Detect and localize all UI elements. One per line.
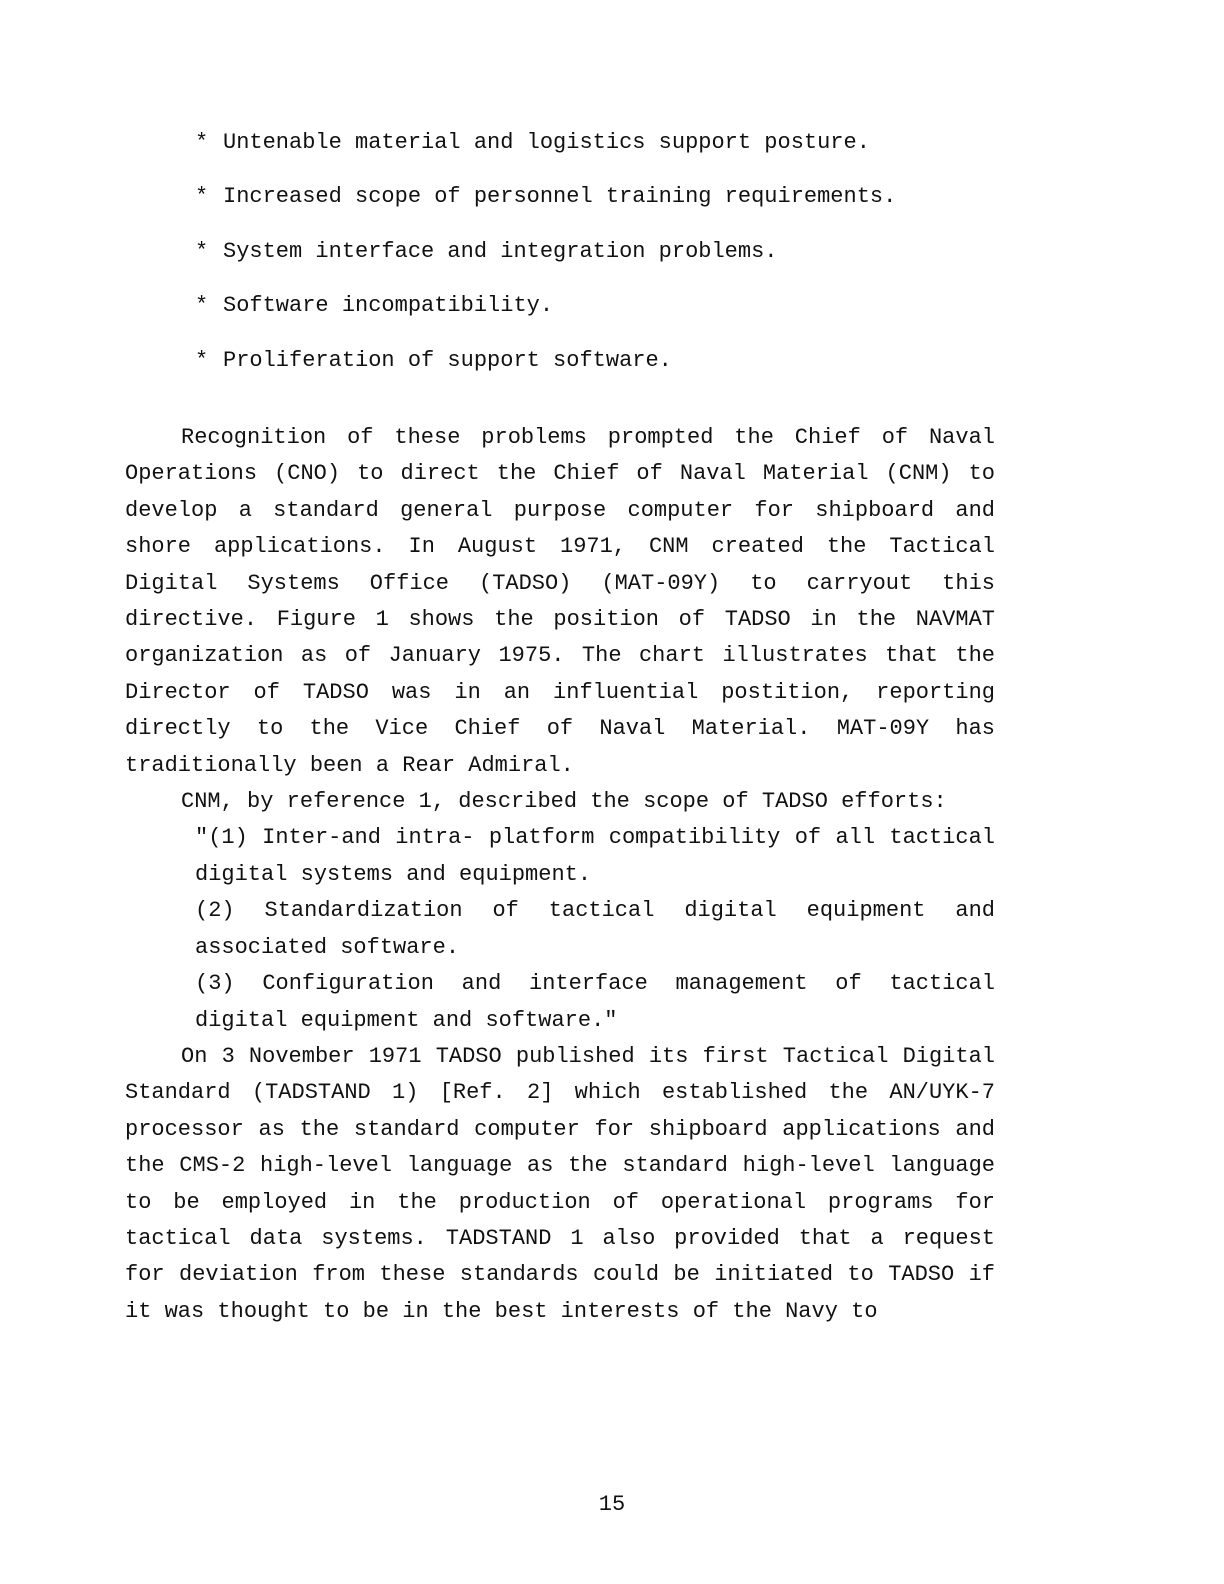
bullet-marker: * <box>195 130 209 155</box>
list-item <box>195 128 896 158</box>
bullet-marker: * <box>195 293 209 319</box>
list-item-text: Software incompatibility. <box>223 293 554 319</box>
bullet-marker: * <box>195 238 209 264</box>
list-item <box>195 346 896 376</box>
list-item-text: Proliferation of support software. <box>223 347 672 373</box>
page-number: 15 <box>598 1492 626 1517</box>
list-item <box>195 291 896 321</box>
list-item-text: Untenable material and logistics support posture. <box>223 130 870 155</box>
bullet-marker: * <box>195 184 209 210</box>
problem-list <box>195 128 896 400</box>
quote-item-3: (3) Configuration and interface management of tactical digital equipment and software." <box>195 971 995 1033</box>
bullet-marker: * <box>195 347 209 373</box>
list-item-text: System interface and integration problems. <box>223 238 778 264</box>
list-item-text: Increased scope of personnel training requirements. <box>223 184 897 210</box>
paragraph-scope: CNM, by reference 1, described the scope of TADSO efforts: <box>181 789 947 815</box>
body-text <box>125 420 995 1330</box>
paragraph-recognition: Recognition of these problems prompted the Chief of Naval Operations (CNO) to direct the Chief of Naval Material (CNM) to develop a standard general purpose computer for shipboard and shore applications. In August 1971, CNM created the Tactical Digital Systems Office (TADSO) (MAT-09Y) to carryout this directive. Figure 1 shows the position of TADSO in the NAVMAT organization as of January 1975. The chart illustrates that the Director of TADSO was in an influential postition, reporting directly to the Vice Chief of Naval Material. MAT-09Y has traditionally been a Rear Admiral. <box>125 425 995 778</box>
paragraph-tadstand: On 3 November 1971 TADSO published its first Tactical Digital Standard (TADSTAND 1) [Ref. 2] which established the AN/UYK-7 processor as the standard computer for shipboard applications and the CMS-2 high-level language as the standard high-level language to be employed in the production of operational programs for tactical data systems. TADSTAND 1 also provided that a request for deviation from these standards could be initiated to TADSO if it was thought to be in the best interests of the Navy to <box>125 1043 995 1324</box>
list-item <box>195 182 896 212</box>
quote-item-2: (2) Standardization of tactical digital equipment and associated software. <box>195 898 995 960</box>
quote-item-1: "(1) Inter-and intra- platform compatibility of all tactical digital systems and equipment. <box>195 825 995 887</box>
list-item <box>195 237 896 267</box>
